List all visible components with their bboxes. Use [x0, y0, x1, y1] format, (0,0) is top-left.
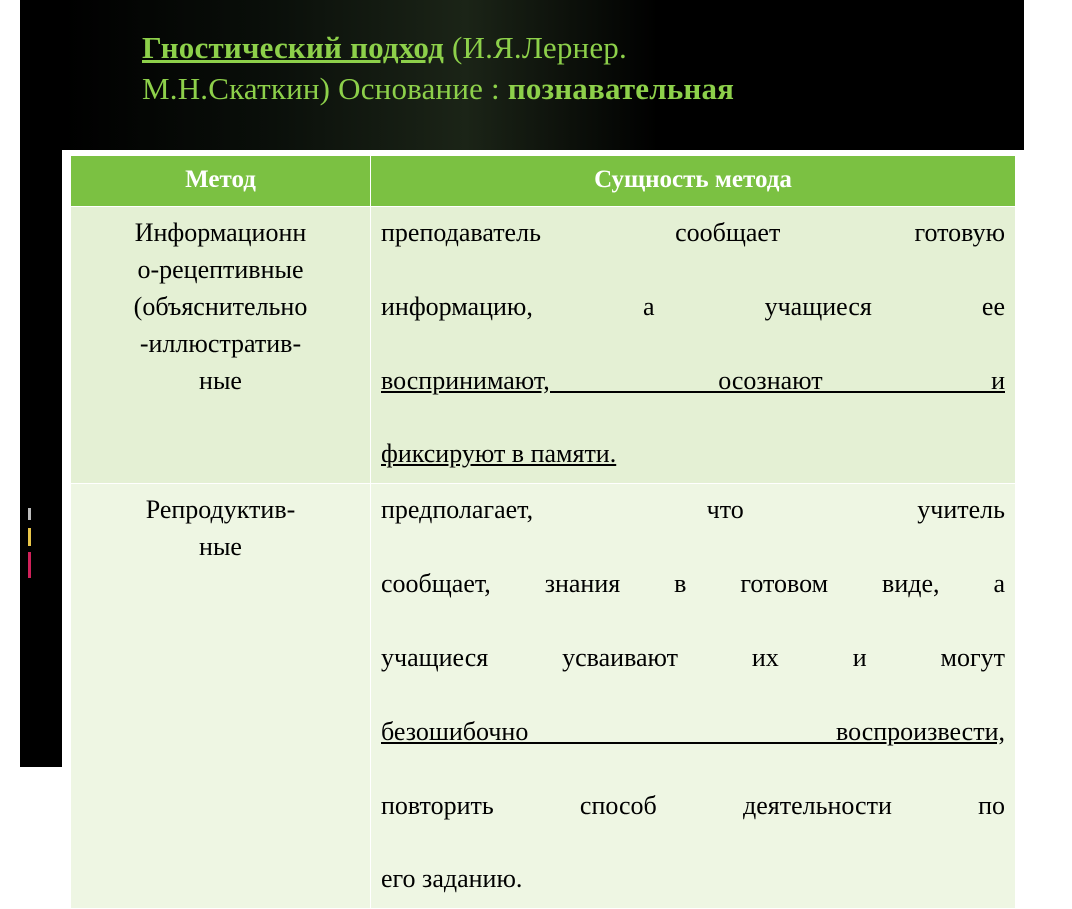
title-underlined-part: Гностический подход: [142, 30, 445, 65]
table-row: [71, 484, 1016, 909]
accent-mark-gray: [28, 508, 31, 520]
method-line: ные: [199, 365, 242, 395]
page-title: [142, 28, 1072, 110]
cell-essence-1: [371, 207, 1016, 484]
title-banner: [62, 0, 1024, 150]
essence-line: предполагает, что учитель: [381, 495, 1005, 525]
essence-line: преподаватель сообщает готовую: [381, 218, 1005, 247]
title-line2-keyword: познавательная: [507, 70, 735, 106]
essence-line-underlined: фиксируют в памяти.: [381, 439, 617, 469]
method-line: -иллюстратив-: [139, 328, 302, 358]
cell-method-2: [71, 484, 371, 909]
title-authors-part: (И.Я.Лернер.: [444, 30, 627, 65]
methods-table-wrapper: [62, 155, 1024, 909]
method-line: Репродуктив-: [145, 495, 296, 525]
cell-essence-2: [371, 484, 1016, 909]
method-line: Информационн: [134, 218, 307, 247]
left-black-bar: [20, 0, 62, 767]
title-line2-prefix: М.Н.Скаткин) Основание :: [142, 70, 508, 106]
cell-method-1: [71, 207, 371, 484]
essence-line: информацию, а учащиеся ее: [381, 291, 1005, 321]
accent-mark-pink: [28, 552, 31, 578]
essence-line: сообщает, знания в готовом виде, а: [381, 569, 1005, 599]
method-line: (объяснительно: [133, 291, 308, 321]
essence-line-underlined: воспринимают, осознают и: [381, 365, 1005, 395]
left-margin: [0, 0, 20, 767]
essence-line-underlined: безошибочно воспроизвести,: [381, 716, 1005, 746]
table-row: [71, 207, 1016, 484]
essence-line: его заданию.: [381, 864, 523, 894]
table-header-method: Метод: [71, 156, 371, 207]
methods-table: [70, 155, 1016, 909]
method-line: о-рецептивные: [137, 254, 304, 284]
essence-line: учащиеся усваивают их и могут: [381, 642, 1005, 672]
table-header-essence: Сущность метода: [371, 156, 1016, 207]
table-header-row: [71, 156, 1016, 207]
essence-line: повторить способ деятельности по: [381, 790, 1005, 820]
method-line: ные: [199, 532, 242, 562]
accent-mark-yellow: [28, 528, 31, 546]
